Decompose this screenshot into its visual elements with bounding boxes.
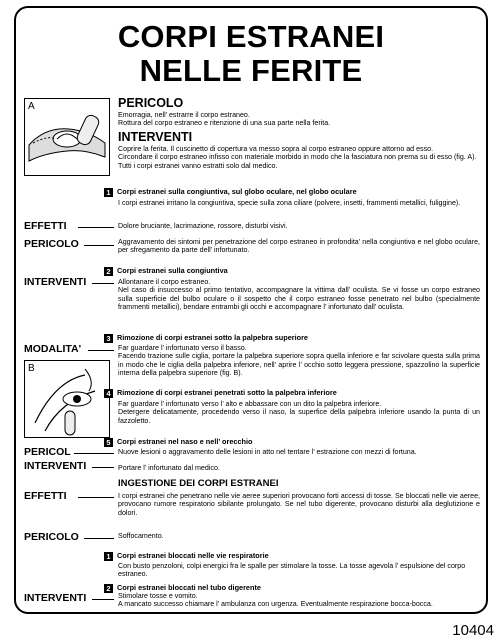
ingestione-section-2-number: 2 [104, 584, 113, 593]
section-3-number: 3 [104, 334, 113, 343]
figure-b-label: B [28, 363, 35, 374]
leader-line [88, 350, 114, 351]
ingestione-section-1-number: 1 [104, 552, 113, 561]
section-4-text: Far guardare l’ infortunato verso l’ alto e abbassare con un dito la palpebra inferiore. Detergere delicatamente, procedendo verso il naso, la superfice della palpebra inferiore usando la punta di un fazzoletto. [118, 400, 480, 425]
interventi-heading: INTERVENTI [118, 130, 193, 144]
leader-line [78, 497, 114, 498]
bandaged-wound-illustration [25, 99, 109, 175]
label-interventi-3: INTERVENTI [24, 592, 87, 604]
effetti-text: Dolore bruciante, lacrimazione, rossore, disturbi visivi. [118, 222, 288, 230]
ingestione-section-2-title: 2 Corpi estranei bloccati nel tubo digerente [104, 583, 261, 593]
section-4-title: 4 Rimozione di corpi estranei penetrati sotto la palpebra inferiore [104, 388, 337, 398]
label-interventi-2: INTERVENTI [24, 460, 87, 472]
figure-a-label: A [28, 101, 35, 112]
leader-line [78, 227, 114, 228]
section-3-text: Far guardare l’ infortunato verso il basso. Facendo trazione sulle ciglia, portare la palpebra superiore sopra quella inferiore e far scivolare questa sulla prima in modo che le ciglia della palpebra inferiore, nell’ aprire l’ occhio sotto leggera pressione, spazzolino la superficie interna della palpebra superiore (fig. B). [118, 344, 480, 377]
section-3-title: 3 Rimozione di corpi estranei sotto la palpebra superiore [104, 333, 308, 343]
section-2-title: 2 Corpi estranei sulla congiuntiva [104, 266, 228, 276]
section-5-text-1: Nuove lesioni o aggravamento delle lesioni in atto nel tentare l’ estrazione con mezzi di fortuna. [118, 448, 417, 456]
ingestione-title: INGESTIONE DEI CORPI ESTRANEI [118, 478, 279, 489]
ingestione-section-1-text: Con busto penzoloni, colpi energici fra le spalle per stimolare la tosse. La tosse agevola l’ espulsione del corpo estraneo. [118, 562, 466, 579]
label-pericolo-2: PERICOLO [24, 531, 79, 543]
document-code: 10404 [452, 622, 494, 639]
interventi-text: Coprire la ferita. Il cuscinetto di copertura va messo sopra al corpo estraneo oppure attorno ad esso. Circondare il corpo estraneo infisso con materiale morbido in modo che la fasciatura non prema su di esso (fig. A). Tutti i corpi estranei vanno estratti solo dal medico. [118, 145, 477, 170]
ingestione-effetti-text: I corpi estranei che penetrano nelle vie aeree superiori provocano forti accessi di tosse. Se bloccati nelle vie aeree, provocano rumore respiratorio sibilante prolungato. Se nel tubo digerente, provocano disturbi alla deglutizione e dolori. [118, 492, 480, 517]
ingestione-section-2-text: Stimolare tosse e vomito. A mancato successo chiamare l’ ambulanza con urgenza. Eventualmente respirazione bocca-bocca. [118, 592, 433, 609]
pericolo-text: Emorragia, nell’ estrarre il corpo estraneo. Rottura del corpo estraneo e ritenzione di una sua parte nella ferita. [118, 111, 331, 128]
label-pericolo: PERICOLO [24, 238, 79, 250]
section-5-title: 5 Corpi estranei nel naso e nell’ orecchio [104, 437, 252, 447]
leader-line [84, 245, 114, 246]
section-2-text: Allontanare il corpo estraneo. Nel caso di insuccesso al primo tentativo, accompagnare la vittima dall’ oculista. Se vi fosse un corpo estraneo sulla superficie del bulbo oculare o il sospetto che il corpo estraneo fosse penetrato nel bulbo (specialmente frammenti metallici), bendare entrambi gli occhi e accompagnare l’ infortunato dall’ oculista. [118, 278, 480, 311]
pericolo-heading: PERICOLO [118, 96, 184, 110]
eyelid-illustration [25, 361, 109, 437]
label-pericol: PERICOL [24, 446, 71, 458]
label-interventi: INTERVENTI [24, 276, 87, 288]
leader-line [92, 599, 114, 600]
leader-line [92, 467, 114, 468]
section-1-title: 1 Corpi estranei sulla congiuntiva, sul globo oculare, nel globo oculare [104, 187, 357, 197]
figure-b [24, 360, 110, 438]
section-4-number: 4 [104, 389, 113, 398]
label-effetti-2: EFFETTI [24, 490, 67, 502]
sign-title-line1: CORPI ESTRANEI [117, 19, 385, 54]
label-effetti: EFFETTI [24, 220, 67, 232]
pericolo-body: Aggravamento dei sintomi per penetrazione del corpo estraneo in profondita' nella congiuntiva e nel globo oculare, per sfregamento da parte dell’ infortunato. [118, 238, 480, 255]
figure-a [24, 98, 110, 176]
leader-line [84, 538, 114, 539]
section-5-text-2: Portare l’ infortunato dal medico. [118, 464, 220, 472]
label-modalita: MODALITA' [24, 343, 82, 355]
ingestione-section-1-title: 1 Corpi estranei bloccati nelle vie respiratorie [104, 551, 269, 561]
sign-title-line2: NELLE FERITE [139, 53, 363, 88]
section-1-number: 1 [104, 188, 113, 197]
leader-line [92, 283, 114, 284]
section-1-text: I corpi estranei irritano la congiuntiva, specie sulla zona ciliare (polvere, insetti, frammenti metallici, fuliggine). [118, 199, 461, 207]
leader-line [74, 453, 114, 454]
section-2-number: 2 [104, 267, 113, 276]
ingestione-pericolo-text: Soffocamento. [118, 532, 164, 540]
section-5-number: 5 [104, 438, 113, 447]
